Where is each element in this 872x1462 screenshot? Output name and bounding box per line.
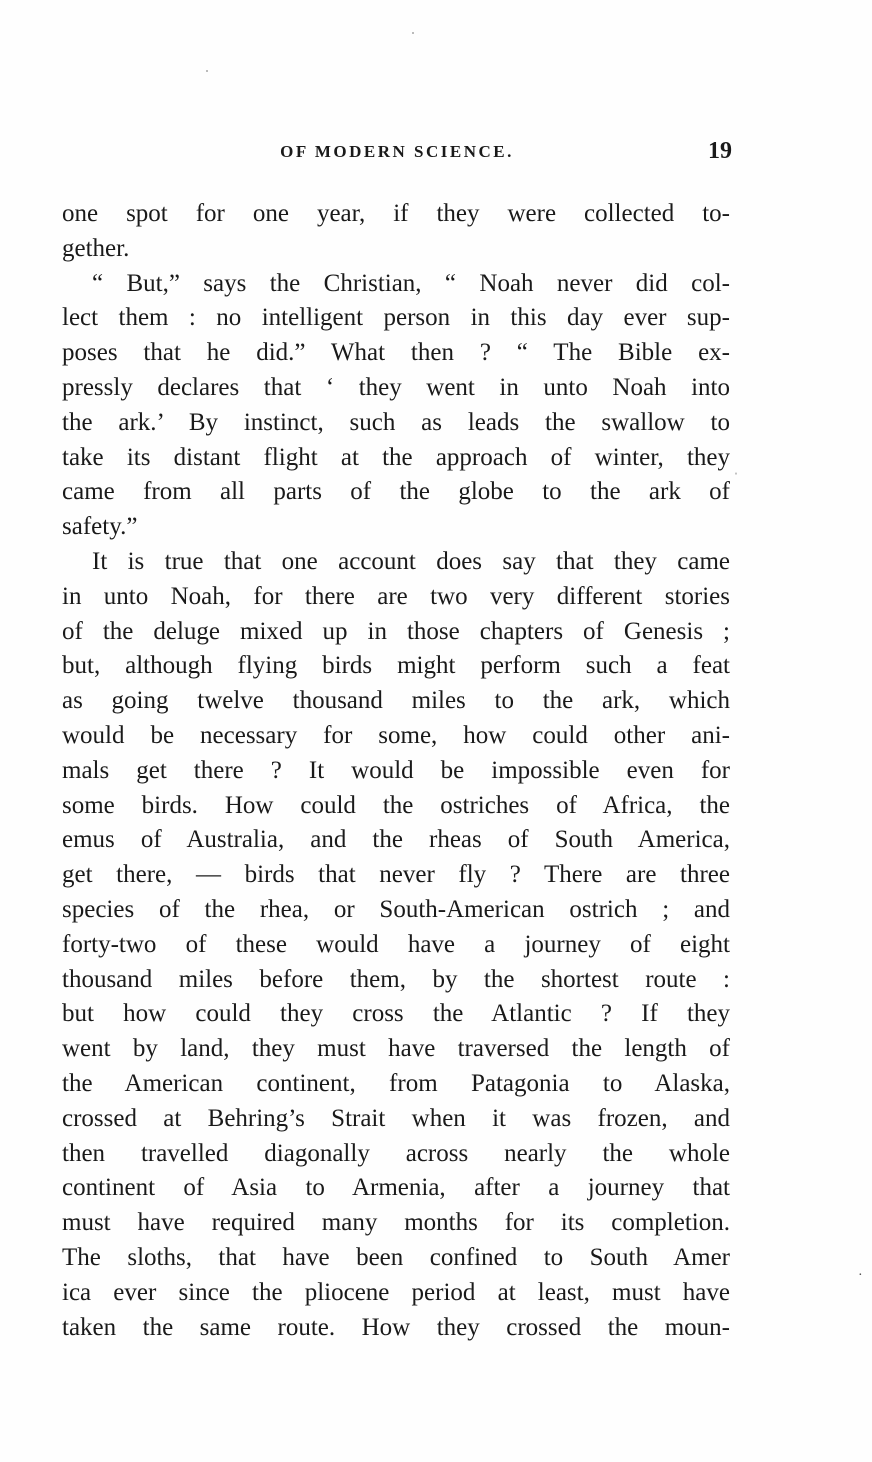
- text-line: continent of Asia to Armenia, after a journey that: [62, 1174, 730, 1202]
- text-line: forty-two of these would have a journey of eight: [62, 930, 730, 958]
- text-line: came from all parts of the globe to the ark of: [62, 478, 730, 506]
- text-line: ica ever since the pliocene period at least, must have: [62, 1278, 730, 1306]
- text-line: crossed at Behring’s Strait when it was frozen, and: [62, 1104, 730, 1132]
- body-text: [62, 197, 730, 1345]
- text-line: but how could they cross the Atlantic ? If they: [62, 1000, 730, 1028]
- margin-mark: ·: [858, 1268, 863, 1283]
- text-line: emus of Australia, and the rheas of South America,: [62, 826, 730, 854]
- text-line: must have required many months for its completion.: [62, 1209, 730, 1237]
- text-line: It is true that one account does say that they came: [92, 547, 730, 575]
- running-head-title: OF MODERN SCIENCE.: [280, 142, 514, 161]
- text-line: mals get there ? It would be impossible even for: [62, 756, 730, 784]
- text-line: then travelled diagonally across nearly the whole: [62, 1139, 730, 1167]
- text-line: gether.: [62, 234, 130, 262]
- text-line: some birds. How could the ostriches of Africa, the: [62, 791, 730, 819]
- text-line: but, although flying birds might perform such a feat: [62, 652, 730, 680]
- text-line: would be necessary for some, how could other ani-: [62, 721, 730, 749]
- text-line: the American continent, from Patagonia to Alaska,: [62, 1069, 730, 1097]
- text-line: The sloths, that have been confined to South Amer: [62, 1243, 730, 1271]
- text-line: get there, — birds that never fly ? There are three: [62, 861, 730, 889]
- text-line: as going twelve thousand miles to the ark, which: [62, 687, 730, 715]
- text-line: thousand miles before them, by the shortest route :: [62, 965, 730, 993]
- paper-speck: [206, 70, 208, 72]
- page-number: 19: [708, 138, 732, 164]
- text-line: poses that he did.” What then ? “ The Bible ex-: [62, 339, 730, 367]
- running-head: [62, 138, 732, 168]
- text-line: take its distant flight at the approach of winter, they: [62, 443, 730, 471]
- paper-speck: [412, 32, 414, 34]
- text-line: one spot for one year, if they were collected to-: [62, 200, 730, 227]
- text-line: species of the rhea, or South-American ostrich ; and: [62, 895, 730, 923]
- text-line: taken the same route. How they crossed the moun-: [62, 1313, 730, 1341]
- text-line: pressly declares that ‘ they went in unto Noah into: [62, 373, 730, 401]
- text-line: went by land, they must have traversed the length of: [62, 1035, 730, 1063]
- text-line: “ But,” says the Christian, “ Noah never did col-: [92, 269, 730, 297]
- margin-mark: ˈ: [734, 470, 738, 484]
- text-line: safety.”: [62, 513, 138, 541]
- text-line: the ark.’ By instinct, such as leads the swallow to: [62, 408, 730, 436]
- text-line: in unto Noah, for there are two very different stories: [62, 582, 730, 610]
- text-line: of the deluge mixed up in those chapters of Genesis ;: [62, 617, 730, 645]
- text-line: lect them : no intelligent person in this day ever sup-: [62, 304, 730, 332]
